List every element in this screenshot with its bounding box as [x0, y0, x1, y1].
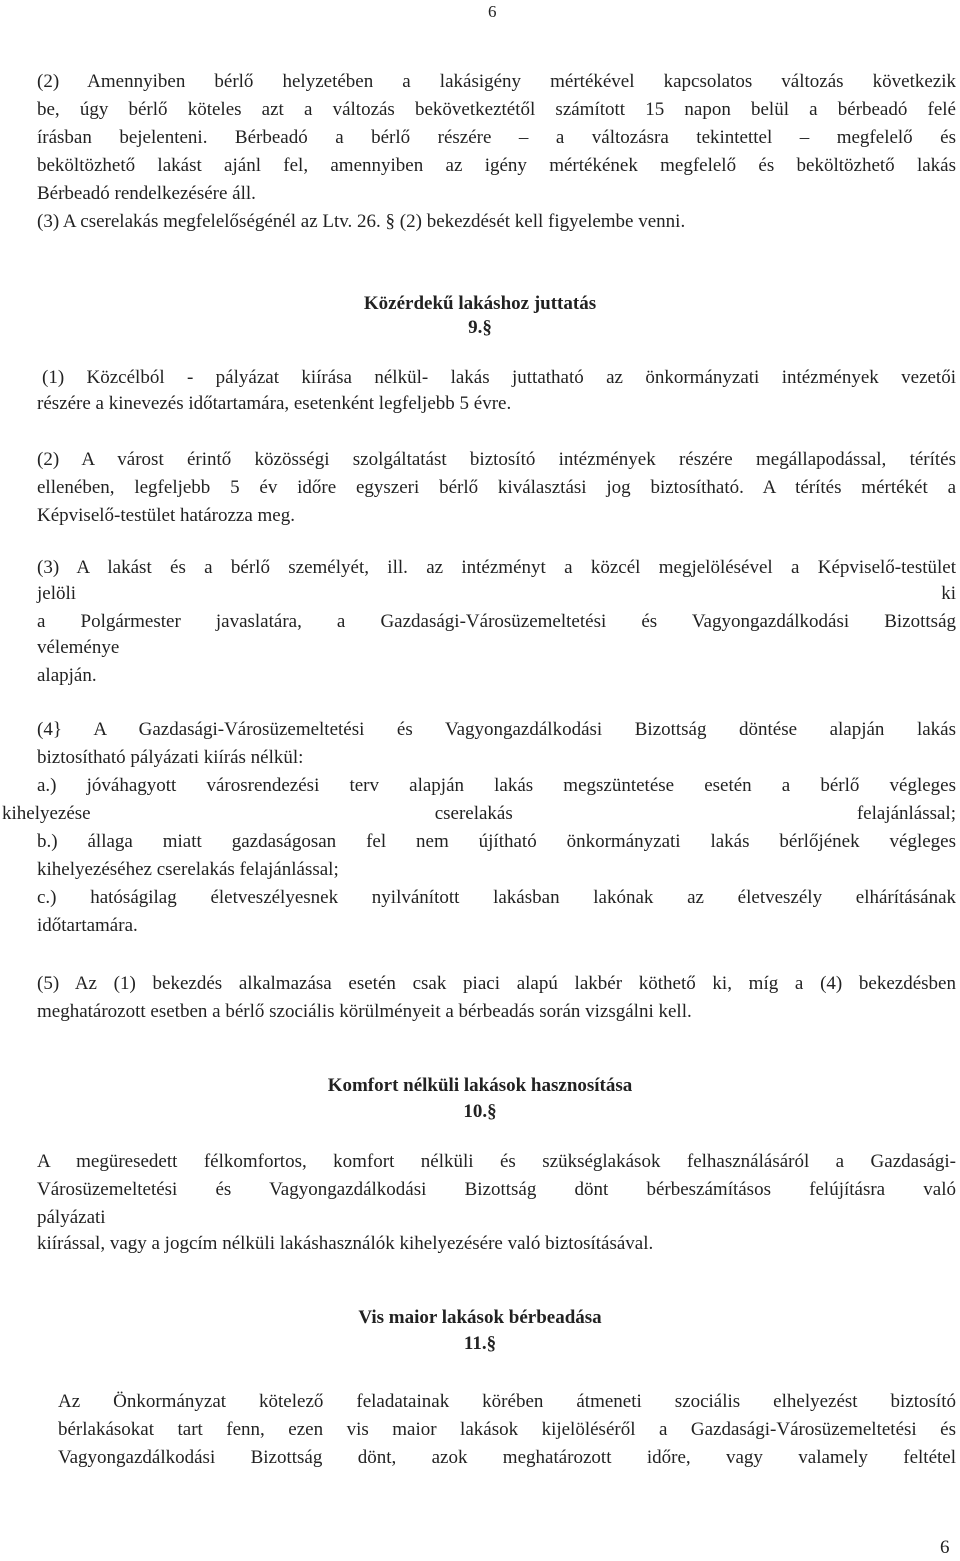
text-line: meghatározott esetben a bérlő szociális körülményeit a bérbeadás során vizsgálni kell.	[37, 1001, 692, 1022]
text-line: kihelyezése cserelakás felajánlással;	[2, 803, 956, 824]
text-line: időtartamára.	[37, 915, 138, 936]
section-number-11: 11.§	[463, 1333, 497, 1354]
text-line: Vagyongazdálkodási Bizottság dönt, azok meghatározott időre, vagy valamely feltétel	[58, 1447, 956, 1468]
text-line: (4} A Gazdasági-Városüzemeltetési és Vagyongazdálkodási Bizottság döntése alapján lakás	[37, 719, 956, 740]
section-number-10: 10.§	[463, 1101, 497, 1122]
page-number-top: 6	[488, 2, 497, 21]
text-line: írásban bejelenteni. Bérbeadó a bérlő részére – a változásra tekintettel – megfelelő és	[37, 127, 956, 148]
text-line: pályázati	[37, 1207, 106, 1228]
section-number-9: 9.§	[468, 317, 492, 338]
paragraph-3: (3) A cserelakás megfelelőségénél az Ltv. 26. § (2) bekezdését kell figyelembe venni.	[37, 211, 686, 232]
text-line: (1) Közcélból - pályázat kiírása nélkül- lakás juttatható az önkormányzati intézmények vezetői	[42, 367, 956, 388]
section-title-9: Közérdekű lakáshoz juttatás	[363, 293, 597, 314]
text-line: Városüzemeltetési és Vagyongazdálkodási Bizottság dönt bérbeszámításos felújításra való	[37, 1179, 956, 1200]
section-title-10: Komfort nélküli lakások hasznosítása	[327, 1075, 633, 1096]
text-line: biztosítható pályázati kiírás nélkül:	[37, 747, 304, 768]
text-line: Képviselő-testület határozza meg.	[37, 505, 295, 526]
text-line: kihelyezéséhez cserelakás felajánlással;	[37, 859, 339, 880]
text-line: a Polgármester javaslatára, a Gazdasági-Városüzemeltetési és Vagyongazdálkodási Bizottság	[37, 611, 956, 632]
text-line: (2) Amennyiben bérlő helyzetében a lakásigény mértékével kapcsolatos változás következik	[37, 71, 956, 92]
text-line: A megüresedett félkomfortos, komfort nélküli és szükséglakások felhasználásáról a Gazdasági-	[37, 1151, 956, 1172]
text-line: véleménye	[37, 637, 120, 658]
text-line: kiírással, vagy a jogcím nélküli lakáshasználók kihelyezésére való biztosításával.	[37, 1233, 654, 1254]
text-line: (2) A várost érintő közösségi szolgáltatást biztosító intézmények részére megállapodással, térítés	[37, 449, 956, 470]
text-line: Az Önkormányzat kötelező feladatainak körében átmeneti szociális elhelyezést biztosító	[58, 1391, 956, 1412]
text-line: (5) Az (1) bekezdés alkalmazása esetén csak piaci alapú lakbér köthető ki, míg a (4) bekezdésben	[37, 973, 956, 994]
text-line: Bérbeadó rendelkezésére áll.	[37, 183, 256, 204]
text-line: részére a kinevezés időtartamára, esetenként legfeljebb 5 évre.	[37, 393, 512, 414]
section-title-11: Vis maior lakások bérbeadása	[358, 1307, 602, 1328]
text-line: alapján.	[37, 665, 97, 686]
text-line: jelöli ki	[37, 583, 956, 604]
text-line: ellenében, legfeljebb 5 év időre egyszeri bérlő kiválasztási jog biztosítható. A térítés mértékét a	[37, 477, 956, 498]
text-line: c.) hatóságilag életveszélyesnek nyilvánított lakásban lakónak az életveszély elhárításának	[37, 887, 956, 908]
text-line: be, úgy bérlő köteles azt a változás bekövetkeztétől számított 15 napon belül a bérbeadó felé	[37, 99, 956, 120]
text-line: (3) A lakást és a bérlő személyét, ill. az intézményt a közcél megjelölésével a Képviselő-testület	[37, 557, 956, 578]
page-number-bottom: 6	[940, 1537, 950, 1558]
text-line: beköltözhető lakást ajánl fel, amennyiben az igény mértékének megfelelő és beköltözhető lakás	[37, 155, 956, 176]
text-line: b.) állaga miatt gazdaságosan fel nem újítható önkormányzati lakás bérlőjének végleges	[37, 831, 956, 852]
text-line: a.) jóváhagyott városrendezési terv alapján lakás megszüntetése esetén a bérlő végleges	[37, 775, 956, 796]
text-line: bérlakásokat tart fenn, ezen vis maior lakások kijelöléséről a Gazdasági-Városüzemeltetési és	[58, 1419, 956, 1440]
